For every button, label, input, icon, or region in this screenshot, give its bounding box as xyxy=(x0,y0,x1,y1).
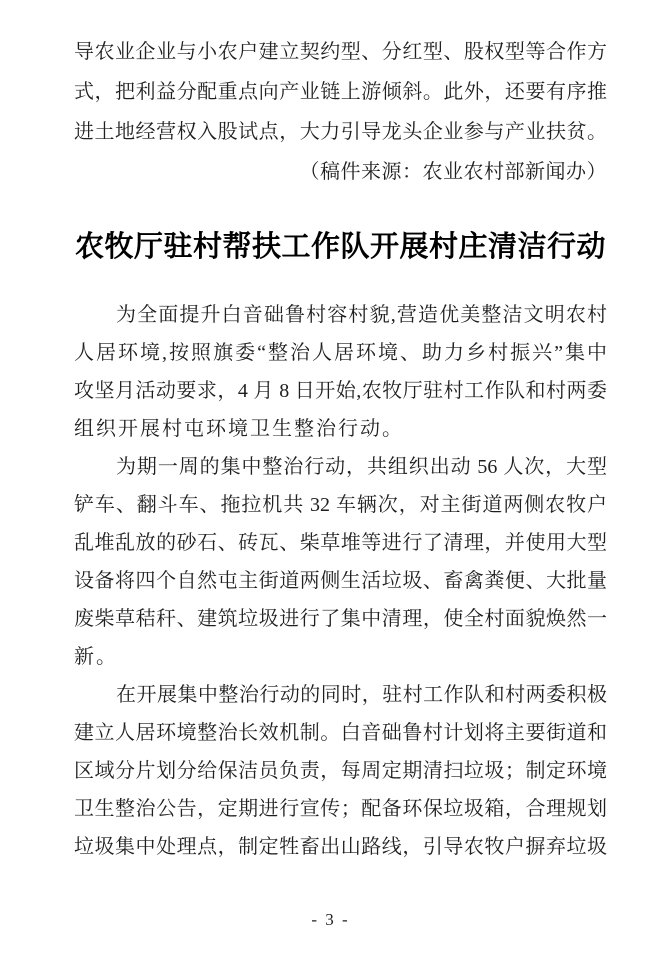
text-line: 导农业企业与小农户建立契约型、分红型、股权型等合作方 xyxy=(74,41,607,63)
text-line: 在开展集中整治行动的同时，驻村工作队和村两委积极 xyxy=(116,684,607,706)
article-paragraph-1 xyxy=(74,296,607,448)
page-number: - 3 - xyxy=(311,910,350,929)
text-line: 区域分片划分给保洁员负责，每周定期清扫垃圾；制定环境 xyxy=(74,760,607,782)
text-line: 乱堆乱放的砂石、砖瓦、柴草堆等进行了清理，并使用大型 xyxy=(74,532,607,554)
text-line: 设备将四个自然屯主街道两侧生活垃圾、畜禽粪便、大批量 xyxy=(74,570,607,592)
source-attribution: （稿件来源：农业农村部新闻办） xyxy=(299,161,607,183)
text-line: 式，把利益分配重点向产业链上游倾斜。此外，还要有序推 xyxy=(74,81,607,103)
text-line: 为期一周的集中整治行动，共组织出动 56 人次，大型 xyxy=(116,456,607,478)
text-line: 建立人居环境整治长效机制。白音础鲁村计划将主要街道和 xyxy=(74,722,607,744)
continued-paragraph xyxy=(74,32,607,152)
text-line: 新。 xyxy=(74,646,118,668)
text-line: 人居环境,按照旗委“整治人居环境、助力乡村振兴”集中 xyxy=(74,342,607,364)
text-line: 组织开展村屯环境卫生整治行动。 xyxy=(74,418,404,440)
text-line: 铲车、翻斗车、拖拉机共 32 车辆次，对主街道两侧农牧户 xyxy=(74,494,607,516)
text-line: 垃圾集中处理点，制定牲畜出山路线，引导农牧户摒弃垃圾 xyxy=(74,836,607,858)
article-paragraph-3 xyxy=(74,676,607,866)
text-line: 卫生整治公告，定期进行宣传；配备环保垃圾箱，合理规划 xyxy=(74,798,607,820)
article-paragraph-2 xyxy=(74,448,607,676)
text-line: 攻坚月活动要求，4 月 8 日开始,农牧厅驻村工作队和村两委 xyxy=(74,380,607,402)
text-line: 进土地经营权入股试点，大力引导龙头企业参与产业扶贫。 xyxy=(74,121,607,143)
text-line: 为全面提升白音础鲁村容村貌,营造优美整洁文明农村 xyxy=(116,304,607,326)
text-line: 废柴草秸秆、建筑垃圾进行了集中清理，使全村面貌焕然一 xyxy=(74,608,607,630)
article-title: 农牧厅驻村帮扶工作队开展村庄清洁行动 xyxy=(74,231,606,263)
